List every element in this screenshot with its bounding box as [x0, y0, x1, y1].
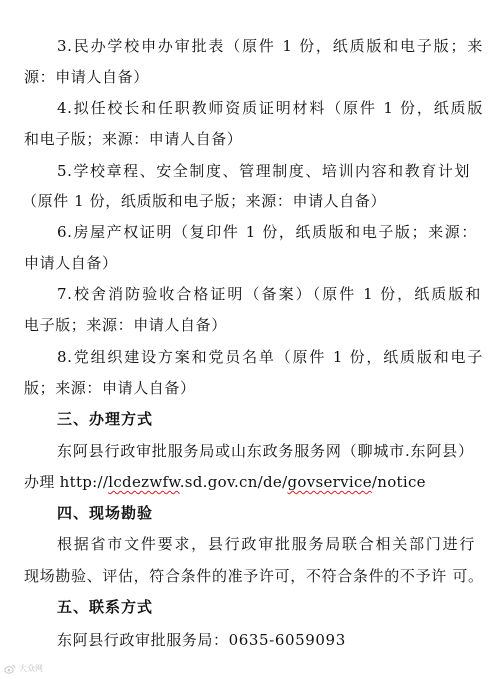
weibo-like-logo-icon [4, 664, 16, 674]
item-5-line-1: 5.学校章程、安全制度、管理制度、培训内容和教育计划 [57, 162, 470, 180]
item-7-line-2: 电子版；来源：申请人自备） [24, 316, 227, 334]
item-4-line-1: 4.拟任校长和任职教师资质证明材料（原件 1 份，纸质版 [57, 99, 483, 117]
section-3-line-1: 东阿县行政审批服务局或山东政务服务网（聊城市.东阿县） [57, 442, 473, 460]
item-8-line-2: 版；来源：申请人自备） [24, 379, 196, 397]
item-6-line-1: 6.房屋产权证明（复印件 1 份，纸质版和电子版；来源： [57, 223, 477, 241]
section-5-line-1: 东阿县行政审批服务局：0635-6059093 [57, 631, 346, 649]
section-3-line-2 [24, 472, 426, 492]
item-3-line-2: 源：申请人自备） [24, 68, 149, 86]
item-8-line-1: 8.党组织建设方案和党员名单（原件 1 份，纸质版和电子 [57, 348, 483, 366]
section-4-line-2: 现场勘验、评估，符合条件的准予许可，不符合条件的不予许 可。 [24, 567, 483, 585]
url-segment-path: .sd.gov.cn/de/ [179, 473, 288, 491]
url-segment-domain: lcdezwfw [108, 473, 180, 491]
item-6-line-2: 申请人自备） [24, 254, 118, 272]
section-5-title: 五、联系方式 [57, 598, 154, 616]
item-3-line-1: 3.民办学校申办审批表（原件 1 份，纸质版和电子版；来 [57, 37, 483, 55]
watermark-text: 大众网 [19, 664, 43, 673]
url-segment-service: govservice [287, 473, 372, 491]
section-3-prefix: 办理 http:// [24, 473, 109, 491]
watermark [4, 663, 43, 675]
item-4-line-2: 和电子版；来源：申请人自备） [24, 130, 243, 148]
section-4-title: 四、现场勘验 [57, 504, 154, 522]
url-segment-tail: /notice [371, 473, 426, 491]
section-4-line-1: 根据省市文件要求，县行政审批服务局联合相关部门进行 [57, 535, 475, 553]
item-5-line-2: （原件 1 份，纸质版和电子版；来源：申请人自备） [22, 192, 387, 210]
section-3-title: 三、办理方式 [57, 410, 154, 428]
item-7-line-1: 7.校舍消防验收合格证明（备案）（原件 1 份，纸质版和 [57, 285, 481, 303]
